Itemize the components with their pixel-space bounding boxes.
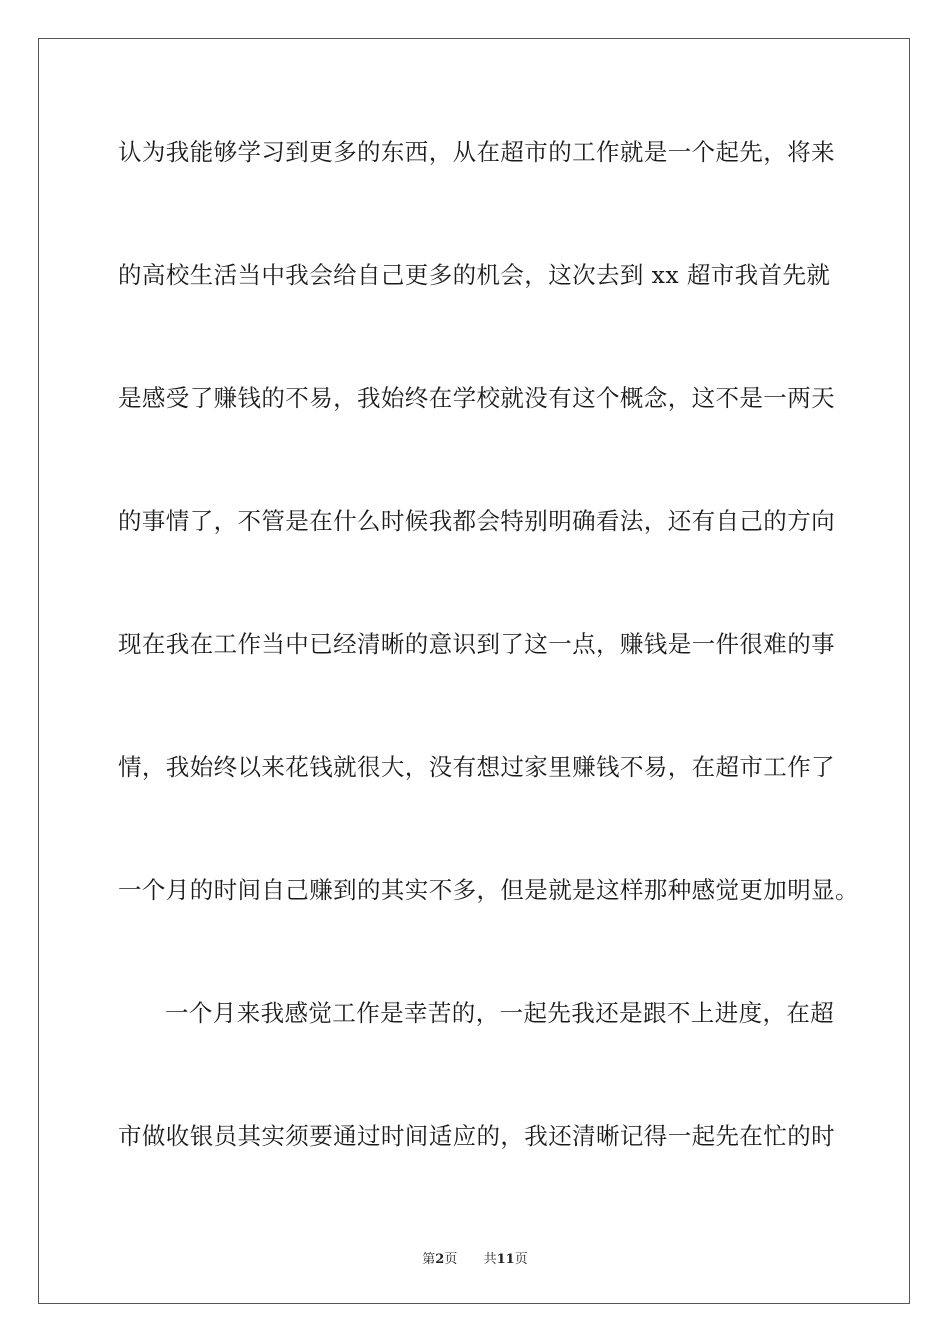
- page-footer: [0, 1248, 950, 1267]
- text-line-4: 的事情了，不管是在什么时候我都会特别明确看法，还有自己的方向: [118, 507, 835, 535]
- text-line-7: 一个月的时间自己赚到的其实不多，但是就是这样那种感觉更加明显。: [118, 876, 859, 904]
- page-indicator: [422, 1248, 457, 1267]
- total-prefix: 共: [483, 1252, 497, 1267]
- document-body: [118, 126, 859, 1233]
- text-line-6: 情，我始终以来花钱就很大，没有想过家里赚钱不易，在超市工作了: [118, 753, 835, 781]
- page-number: 2: [435, 1252, 445, 1267]
- text-line-5: 现在我在工作当中已经清晰的意识到了这一点，赚钱是一件很难的事: [118, 630, 835, 658]
- total-pages-indicator: [484, 1248, 528, 1267]
- page-prefix: 第: [422, 1252, 436, 1267]
- total-pages: 11: [496, 1252, 515, 1267]
- total-suffix: 页: [514, 1252, 528, 1267]
- paragraph-start-line: 一个月来我感觉工作是幸苦的，一起先我还是跟不上进度，在超: [165, 999, 835, 1027]
- text-line-9: 市做收银员其实须要通过时间适应的，我还清晰记得一起先在忙的时: [118, 1122, 835, 1150]
- text-line-2: 的高校生活当中我会给自己更多的机会，这次去到 xx 超市我首先就: [118, 261, 831, 289]
- text-line-3: 是感受了赚钱的不易，我始终在学校就没有这个概念，这不是一两天: [118, 384, 835, 412]
- page-suffix: 页: [444, 1252, 458, 1267]
- text-line-1: 认为我能够学习到更多的东西，从在超市的工作就是一个起先，将来: [118, 138, 835, 166]
